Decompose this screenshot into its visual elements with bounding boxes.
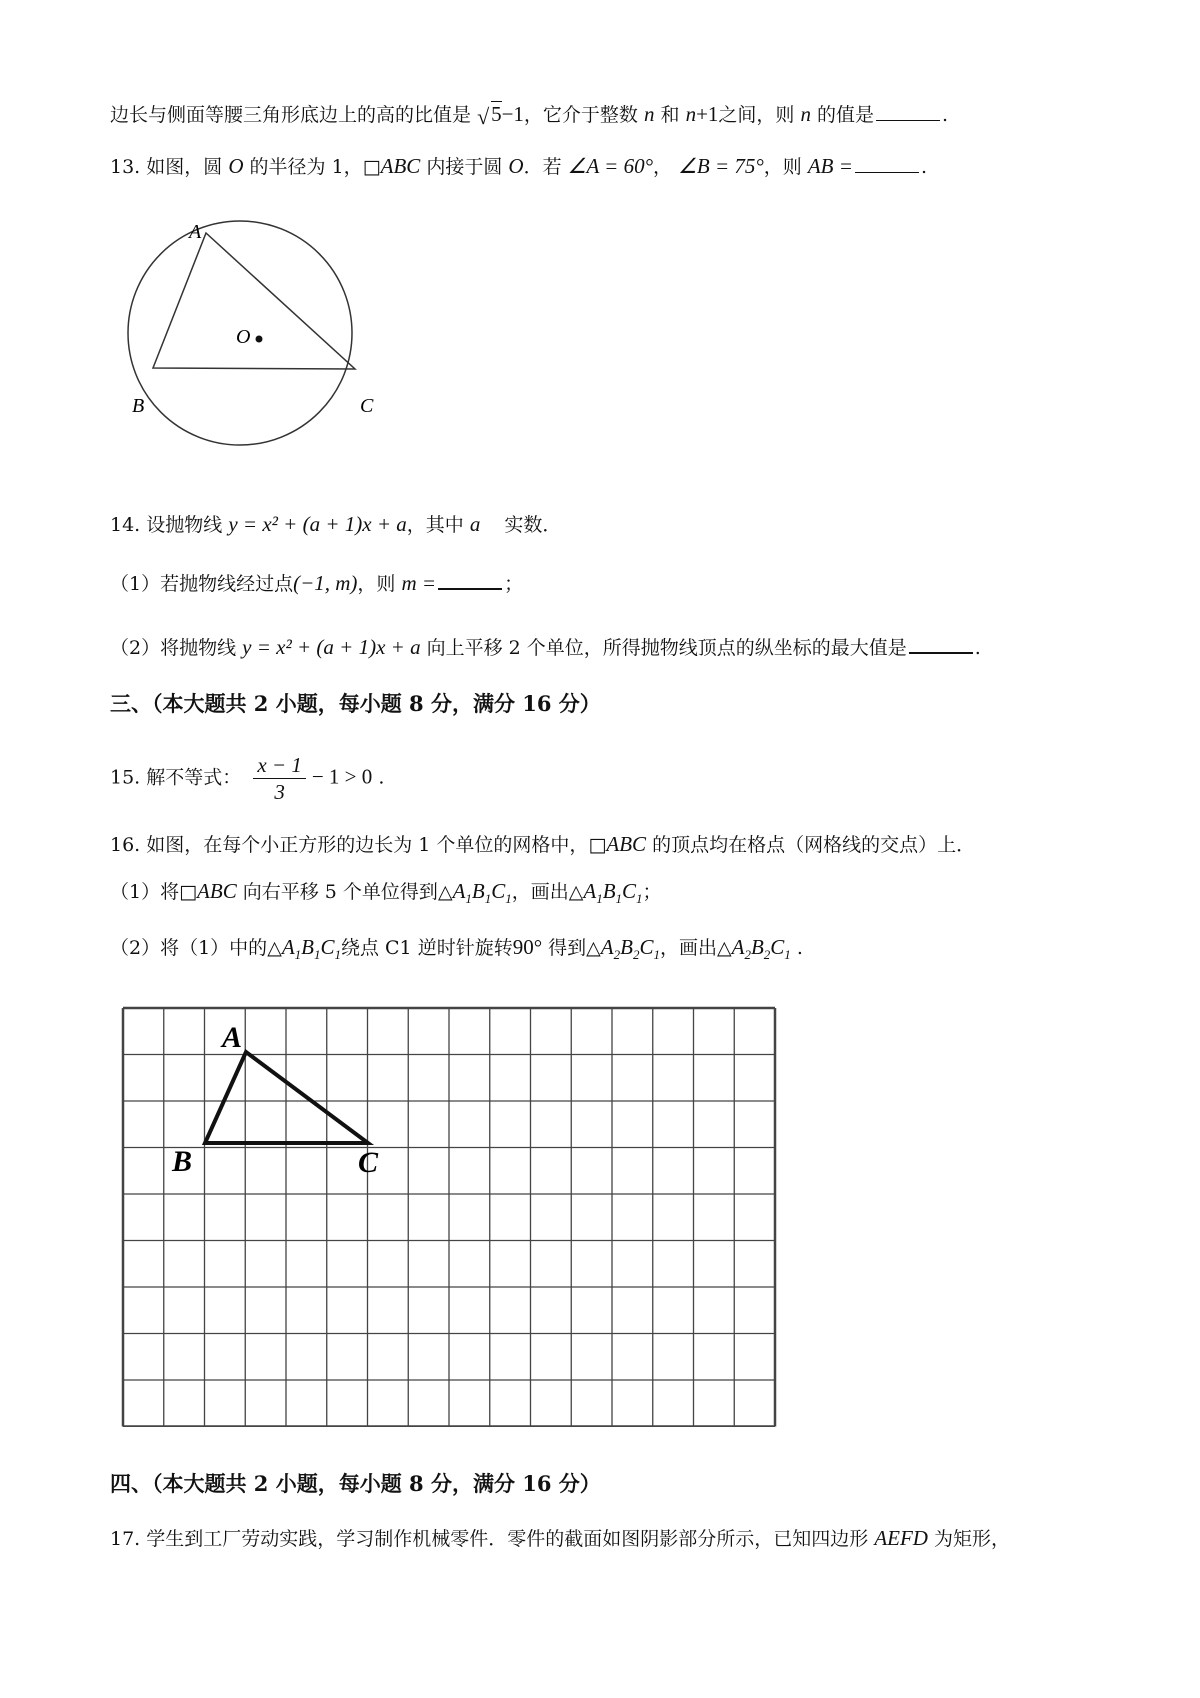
q12-text: 边长与侧面等腰三角形底边上的高的比值是 xyxy=(110,104,472,126)
answer-blank xyxy=(909,634,973,654)
triangle-a2b2c1: $A_2B_2C_1$ xyxy=(731,935,791,963)
q12-text: ，它介于整数 xyxy=(523,104,638,126)
period: . xyxy=(796,937,803,959)
triangle-a1b1c1: $A_1B_1C_1$ xyxy=(583,879,643,907)
grid-label-c: C xyxy=(358,1146,379,1179)
plus-one: +1 xyxy=(696,102,719,126)
q16-text: ，画出 xyxy=(511,881,569,903)
section-3-heading: 三、（本大题共 2 小题，每小题 8 分，满分 16 分） xyxy=(110,691,601,716)
q16-text: 向右平移 5 个单位得到 xyxy=(242,881,438,903)
triangle-a1b1c1: $A_1B_1C_1$ xyxy=(452,879,512,907)
question-number: 15. xyxy=(110,766,141,789)
label-c: C xyxy=(360,395,374,417)
q16-part1-label: （1）将 xyxy=(110,881,180,903)
triangle-symbol: △ xyxy=(437,881,453,903)
fraction-numerator: x − 1 xyxy=(253,752,306,779)
var-n: n xyxy=(643,102,655,126)
period: . xyxy=(942,104,949,126)
q16-text: ，画出 xyxy=(659,937,717,959)
angle-a: ∠A = 60° xyxy=(567,154,653,178)
q14-line xyxy=(110,509,561,540)
q14-text: 设抛物线 xyxy=(146,514,223,536)
semicolon: ； xyxy=(504,573,524,595)
question-number: 17. xyxy=(110,1528,141,1550)
q15-text: 解不等式： xyxy=(146,766,242,789)
period: . xyxy=(974,637,981,659)
parabola-formula: y = x² + (a + 1)x + a xyxy=(242,635,421,659)
q16-text: 绕点 C1 逆时针旋转 xyxy=(340,937,513,959)
inscribed-triangle xyxy=(153,233,355,369)
q13-text: 如图，圆 xyxy=(146,156,223,178)
period: . xyxy=(378,766,385,789)
label-b: B xyxy=(132,395,145,417)
ab-equals: AB = xyxy=(807,154,853,178)
label-a: A xyxy=(189,221,202,243)
grid-lines xyxy=(123,1008,775,1427)
q12-text: 和 xyxy=(660,104,680,126)
q16-line xyxy=(110,829,975,860)
triangle-a2b2c1: $A_2B_2C_1$ xyxy=(600,935,660,963)
q14-text: 实数． xyxy=(504,514,562,536)
triangle-symbol: △ xyxy=(586,937,601,959)
q12-text: 的值是 xyxy=(817,104,875,126)
period: . xyxy=(920,156,927,178)
point-coordinates: (−1, m) xyxy=(293,571,358,595)
angle-b: ∠B = 75° xyxy=(678,154,764,178)
sqrt-radicand: 5 xyxy=(491,102,502,126)
question-number: 14. xyxy=(110,514,141,536)
sqrt-five: √ 5 xyxy=(477,102,502,129)
inequality-rest: − 1 > 0 xyxy=(311,764,373,789)
grid-label-a: A xyxy=(222,1021,243,1054)
var-o: O xyxy=(508,154,524,178)
q14-part2-line xyxy=(110,632,981,663)
triangle-symbol: △ xyxy=(716,937,732,959)
q14-part1-label: （1）若抛物线经过点 xyxy=(110,573,294,595)
section-4-heading: 四、（本大题共 2 小题，每小题 8 分，满分 16 分） xyxy=(110,1471,601,1496)
triangle-abc: ABC xyxy=(197,879,237,903)
minus-one: −1 xyxy=(501,102,524,126)
var-o: O xyxy=(228,154,244,178)
q14-text: ，则 xyxy=(357,573,396,595)
q12-text: 之间，则 xyxy=(718,104,795,126)
q12-tail-line xyxy=(110,99,948,130)
q16-text: 得到 xyxy=(548,937,587,959)
semicolon: ； xyxy=(642,881,662,903)
triangle-symbol-box: □ xyxy=(179,881,198,903)
q13-text: ．若 xyxy=(523,156,562,178)
var-n: n xyxy=(685,102,697,126)
fraction xyxy=(253,752,306,805)
rectangle-aefd: AEFD xyxy=(874,1526,928,1550)
triangle-abc: ABC xyxy=(606,832,647,856)
fraction-denominator: 3 xyxy=(274,780,285,804)
answer-blank xyxy=(438,570,502,590)
q14-part1-line xyxy=(110,568,523,599)
question-number: 13. xyxy=(110,156,141,178)
q14-text: 向上平移 2 个单位，所得抛物线顶点的纵坐标的最大值是 xyxy=(426,637,907,659)
question-number: 16. xyxy=(110,834,141,856)
q16-text: 的顶点均在格点（网格线的交点）上． xyxy=(652,834,976,856)
q13-line xyxy=(110,151,927,182)
q16-part2-line xyxy=(110,932,803,970)
q16-part2-label: （2）将（1）中的 xyxy=(110,937,268,959)
answer-blank xyxy=(876,102,940,121)
angle-90: 90° xyxy=(512,935,543,959)
q15-line xyxy=(110,752,384,805)
center-point xyxy=(256,336,263,343)
q16-text: 如图，在每个小正方形的边长为 1 个单位的网格中， xyxy=(146,834,589,856)
circle-triangle-figure xyxy=(120,215,390,465)
q17-line xyxy=(110,1523,1010,1554)
triangle-abc: ABC xyxy=(380,154,421,178)
q13-text: ，则 xyxy=(763,156,802,178)
q13-text: 内接于圆 xyxy=(426,156,503,178)
grid-figure xyxy=(118,1003,782,1427)
grid-label-b: B xyxy=(172,1145,193,1178)
q17-text: 为矩形， xyxy=(934,1528,1011,1550)
triangle-symbol-box: □ xyxy=(588,834,607,856)
q14-part2-label: （2）将抛物线 xyxy=(110,637,237,659)
triangle-symbol: △ xyxy=(568,881,584,903)
answer-blank xyxy=(855,154,919,173)
var-n: n xyxy=(800,102,811,126)
var-a: a xyxy=(469,512,481,536)
q16-part1-line xyxy=(110,876,662,914)
triangle-symbol-box: □ xyxy=(362,156,381,178)
q14-text: ，其中 xyxy=(406,514,464,536)
q17-text: 学生到工厂劳动实践，学习制作机械零件．零件的截面如图阴影部分所示，已知四边形 xyxy=(146,1528,869,1550)
label-o: O xyxy=(236,326,251,348)
triangle-a1b1c1: $A_1B_1C_1$ xyxy=(281,935,341,963)
comma: ， xyxy=(653,156,673,178)
triangle-symbol: △ xyxy=(267,937,282,959)
q13-text: 的半径为 1， xyxy=(249,156,363,178)
parabola-formula: y = x² + (a + 1)x + a xyxy=(228,512,407,536)
m-equals: m = xyxy=(401,571,437,595)
